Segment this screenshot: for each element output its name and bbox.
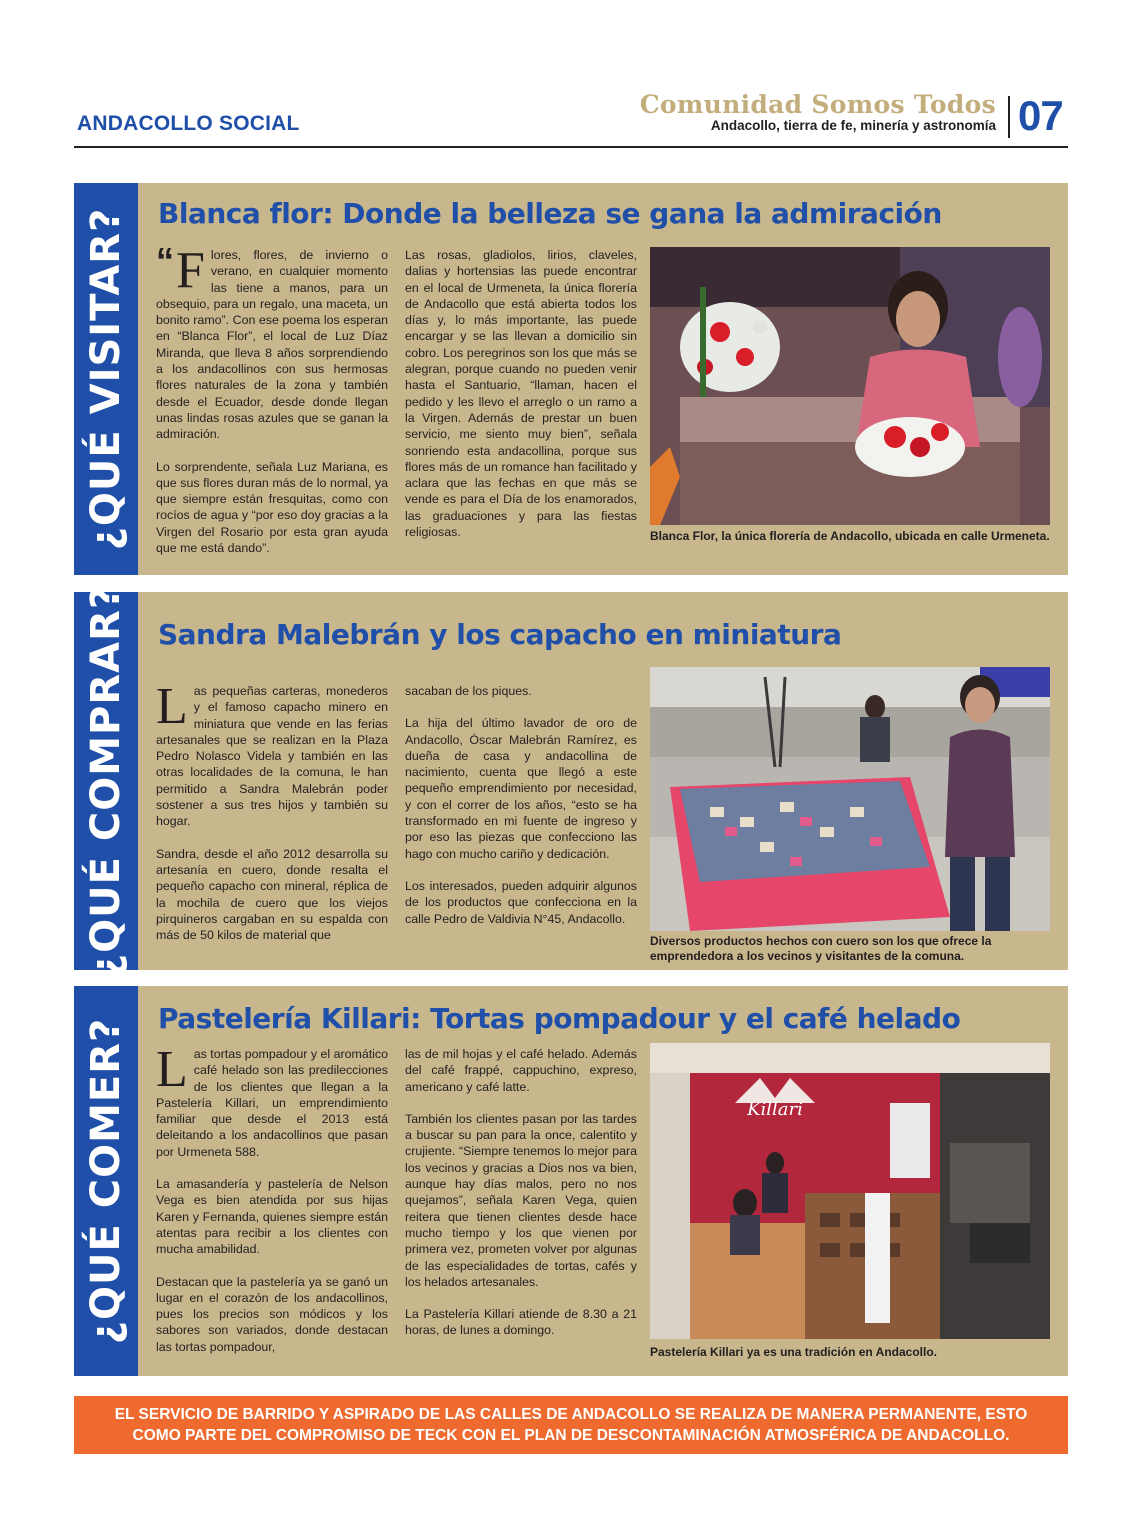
drop-cap: F — [176, 242, 205, 299]
article-column-2 — [405, 1046, 637, 1355]
photo-caption: Blanca Flor, la única florería de Andacollo, ubicada en calle Urmeneta. — [650, 529, 1050, 543]
craft-market-photo — [650, 667, 1050, 931]
paragraph: Sandra, desde el año 2012 desarrolla su artesanía en cuero, donde resalta el pequeño capacho con mineral, réplica de la mochila de cuero que los viejos pirquineros cargaban en su espalda con más de 50 kilos de material que — [156, 846, 388, 943]
header-rule — [74, 146, 1068, 148]
paragraph: La amasandería y pastelería de Nelson Vega es bien atendida por sus hijas Karen y Fernanda, quienes siempre están atentas para recibir a los clientes con mucha amabilidad. — [156, 1177, 388, 1257]
drop-cap: L — [156, 1041, 188, 1098]
footer-banner — [74, 1396, 1068, 1454]
article-title: Pastelería Killari: Tortas pompadour y el café helado — [158, 1002, 961, 1035]
paragraph: Las rosas, gladiolos, lirios, claveles, dalias y hortensias las puede encontrar en el local de Urmeneta, la única florería de Andacollo que está abierta todos los días y, lo más importante, las puede encargar y se las llevan a domicilio sin cobro. Los peregrinos son los que más se alegran, porque cuando no pueden venir hasta el Santuario, “llaman, hacen el pedido y les llevo el arreglo o un ramo a la Virgen. Además de prestar un buen servicio, me siento muy bien”, señala sonriendo esta andacollina, porque sus flores más de un romance han facilitado y aclara que las fechas en que más se vende es para el Día de los enamorados, las graduaciones y para las fiestas religiosas. — [405, 248, 637, 540]
paragraph: La Pastelería Killari atiende de 8.30 a 21 horas, de lunes a domingo. — [405, 1307, 637, 1338]
paragraph: as tortas pompadour y el aromático café helado son las predilecciones de los clientes que llegan a la Pastelería Killari, un emprendimiento familiar que desde el 2013 está deleitando a los andacollinos que pasan por Urmeneta 588. — [156, 1047, 388, 1159]
article-comprar — [74, 584, 1068, 978]
article-visitar — [74, 183, 1068, 575]
article-column-1 — [156, 1041, 388, 1371]
paragraph: sacaban de los piques. — [405, 684, 532, 698]
paragraph: También los clientes pasan por las tardes a buscar su pan para la once, calentito y crujiente. “Siempre tenemos lo mejor para los vecinos y gracias a Dios nos va bien, aunque hay días malos, pero no nos quejamos”, señala Karen Vega, quien reitera que tienen clientes desde hace mucho tiempo y los que vienen por primera vez, prometen volver por algunas de las especialidades de tortas, cafés y los helados artesanales. — [405, 1111, 637, 1289]
brand-block — [640, 92, 996, 134]
side-label: ¿QUÉ COMER? — [83, 1017, 129, 1345]
article-column-2 — [405, 683, 637, 943]
drop-cap: L — [156, 678, 188, 735]
side-label: ¿QUÉ VISITAR? — [83, 207, 129, 551]
article-title: Sandra Malebrán y los capacho en miniatura — [158, 618, 842, 651]
photo-caption: Diversos productos hechos con cuero son los que ofrece la emprendedora a los vecinos y visitantes de la comuna. — [650, 934, 992, 963]
side-label-box — [74, 183, 138, 575]
side-label: ¿QUÉ COMPRAR? — [83, 584, 129, 978]
side-label-box — [74, 584, 138, 978]
paragraph: La hija del último lavador de oro de Andacollo, Óscar Malebrán Ramírez, es dueña de casa y andacollina de nacimiento, cuenta que llegó a este pequeño emprendimiento por necesidad, y con el correr de los años, “esto se ha transformado en mi fuente de ingreso y por eso las piezas que confecciono las hago con mucho cariño y dedicación. — [405, 716, 637, 861]
article-column-2 — [405, 247, 637, 556]
brand-subtitle: Andacollo, tierra de fe, minería y astronomía — [710, 118, 996, 133]
shop-sign-text: Killari — [747, 1099, 803, 1120]
paragraph: Los interesados, pueden adquirir algunos de los productos que confecciona en la calle Pedro de Valdivia N°45, Andacollo. — [405, 878, 637, 926]
paragraph: las de mil hojas y el café helado. Además del café frappé, cappuchino, expreso, americano y café latte. — [405, 1047, 637, 1094]
banner-line-1: EL SERVICIO DE BARRIDO Y ASPIRADO DE LAS CALLES DE ANDACOLLO SE REALIZA DE MANERA PERMANENTE, ESTO — [114, 1406, 1028, 1423]
section-name: ANDACOLLO SOCIAL — [77, 112, 300, 135]
article-column-1 — [156, 240, 388, 572]
article-title: Blanca flor: Donde la belleza se gana la admiración — [158, 197, 942, 230]
bakery-photo — [650, 1043, 1050, 1339]
paragraph: Destacan que la pastelería ya se ganó un lugar en el corazón de los andacollinos, pues los precios son módicos y los sabores son variados, donde destacan las tortas pompadour, — [156, 1274, 388, 1354]
side-label-box — [74, 986, 138, 1376]
photo-caption: Pastelería Killari ya es una tradición en Andacollo. — [650, 1345, 937, 1359]
article-comer — [74, 986, 1068, 1376]
brand-title: Comunidad Somos Todos — [639, 90, 996, 119]
banner-line-2: COMO PARTE DEL COMPROMISO DE TECK CON EL PLAN DE DESCONTAMINACIÓN ATMOSFÉRICA DE ANDACOLLO. — [132, 1427, 1010, 1444]
header-separator — [1008, 96, 1010, 138]
florist-photo — [650, 247, 1050, 525]
quote-mark: “ — [156, 240, 174, 281]
paragraph: lores, flores, de invierno o verano, en cualquier momento las tiene a manos, para un obsequio, para un regalo, una maceta, un bonito ramo”. Con ese poema los esperan en “Blanca Flor”, el local de Luz Díaz Miranda, que lleva 8 años sorprendiendo a los andacollinos con sus hermosas flores naturales de la zona y también desde el Ecuador, desde donde llegan unas lindas rosas azules que se ganan la admiración. — [156, 248, 388, 442]
paragraph: as pequeñas carteras, monederos y el famoso capacho minero en miniatura que vende en las ferias artesanales que se realizan en la Plaza Pedro Nolasco Videla y también en las otras localidades de la comuna, le han permitido a Sandra Malebrán poder sostener a sus tres hijos y también su hogar. — [156, 684, 388, 829]
paragraph: Lo sorprendente, señala Luz Mariana, es que sus flores duran más de lo normal, ya que siempre están fresquitas, como con rocíos de agua y “por eso doy gracias a la Virgen del Rosario por esta gran ayuda que me está dando”. — [156, 459, 388, 556]
page-number: 07 — [1018, 92, 1063, 139]
article-column-1 — [156, 678, 388, 959]
